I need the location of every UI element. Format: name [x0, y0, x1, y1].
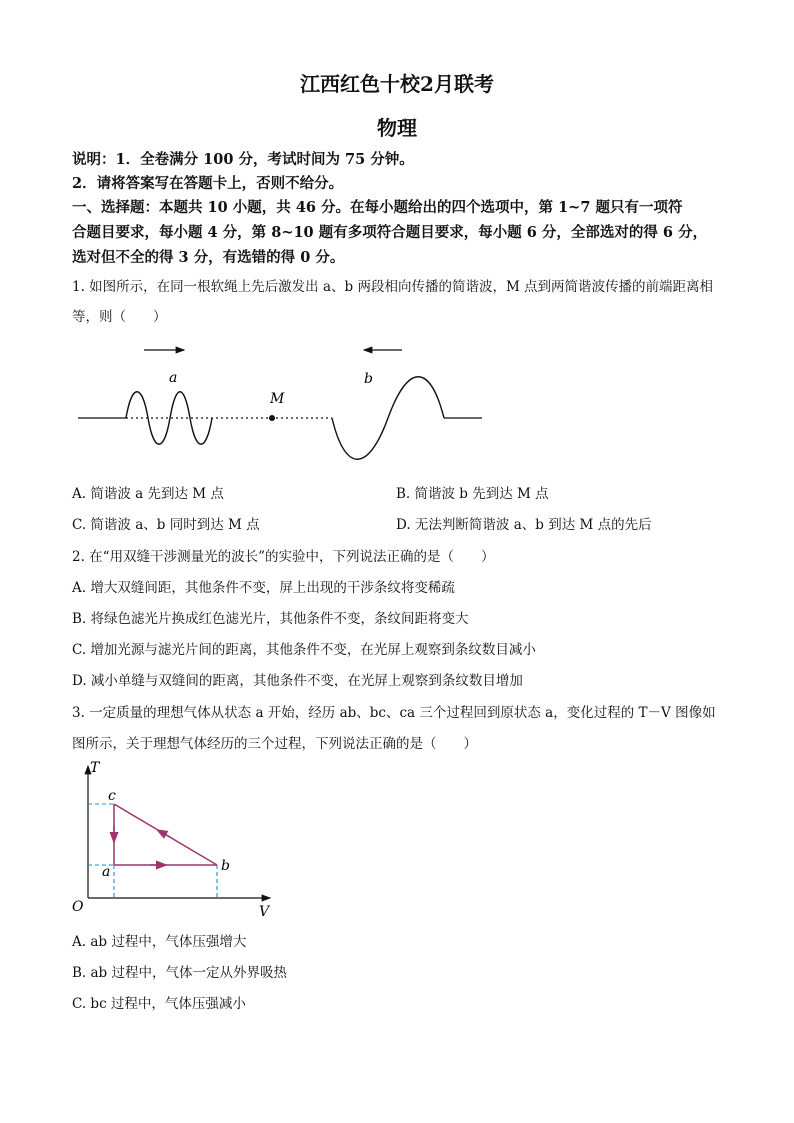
- q2-option-b: B. 将绿色滤光片换成红色滤光片，其他条件不变，条纹间距将变大: [72, 611, 469, 627]
- q2-option-c: C. 增加光源与滤光片间的距离，其他条件不变，在光屏上观察到条纹数目减小: [72, 642, 536, 658]
- q3-stem-line-1: 3. 一定质量的理想气体从状态 a 开始，经历 ab、bc、ca 三个过程回到原状态 a，变化过程的 T－V 图像如: [72, 705, 716, 721]
- q2-option-a: A. 增大双缝间距，其他条件不变，屏上出现的干涉条纹将变稀疏: [72, 580, 455, 596]
- section1-line-2: 合题目要求，每小题 4 分，第 8~10 题有多项符合题目要求，每小题 6 分，全部选对的得 6 分，: [72, 224, 708, 241]
- section1-line-3: 选对但不全的得 3 分，有选错的得 0 分。: [72, 249, 345, 266]
- tv-graph: [66, 756, 286, 924]
- state-b-label: b: [221, 858, 230, 874]
- t-axis-label: T: [90, 760, 100, 776]
- q3-option-c: C. bc 过程中，气体压强减小: [72, 996, 246, 1012]
- q3-stem-line-2: 图所示，关于理想气体经历的三个过程，下列说法正确的是（ ）: [72, 736, 477, 752]
- process-bc-arrow: [161, 832, 170, 837]
- wave-a-curve: [126, 392, 212, 445]
- q1-option-a: A. 简谐波 a 先到达 M 点: [72, 486, 224, 502]
- q1-stem-line-2: 等，则（ ）: [72, 309, 167, 325]
- wave-a-label: a: [169, 370, 178, 386]
- section1-line-1: 一、选择题：本题共 10 小题，共 46 分。在每小题给出的四个选项中，第 1~7 题只有一项符: [72, 199, 683, 216]
- point-m-label: M: [270, 391, 285, 407]
- q1-option-c: C. 简谐波 a、b 同时到达 M 点: [72, 517, 260, 533]
- point-m: [269, 415, 275, 421]
- q1-option-d: D. 无法判断简谐波 a、b 到达 M 点的先后: [396, 517, 652, 533]
- q3-option-b: B. ab 过程中，气体一定从外界吸热: [72, 965, 287, 981]
- wave-figure: [70, 335, 490, 470]
- instruction-line-1: 说明：1．全卷满分 100 分，考试时间为 75 分钟。: [72, 151, 414, 168]
- instruction-line-2: 2．请将答案写在答题卡上，否则不给分。: [72, 175, 344, 192]
- origin-label: O: [72, 899, 84, 915]
- v-axis-label: V: [259, 904, 270, 920]
- state-a-label: a: [102, 864, 111, 880]
- q2-option-d: D. 减小单缝与双缝间的距离，其他条件不变，在光屏上观察到条纹数目增加: [72, 673, 523, 689]
- q1-stem-line-1: 1. 如图所示，在同一根软绳上先后激发出 a、b 两段相向传播的简谐波，M 点到两简谐波传播的前端距离相: [72, 279, 714, 295]
- wave-b-curve: [332, 377, 444, 460]
- wave-b-label: b: [364, 371, 373, 387]
- state-c-label: c: [108, 788, 116, 804]
- subject-title: 物理: [377, 116, 417, 140]
- q2-stem: 2. 在“用双缝干涉测量光的波长”的实验中，下列说法正确的是（ ）: [72, 549, 495, 565]
- exam-title: 江西红色十校2月联考: [300, 72, 494, 96]
- q1-option-b: B. 简谐波 b 先到达 M 点: [396, 486, 549, 502]
- q3-option-a: A. ab 过程中，气体压强增大: [72, 934, 247, 950]
